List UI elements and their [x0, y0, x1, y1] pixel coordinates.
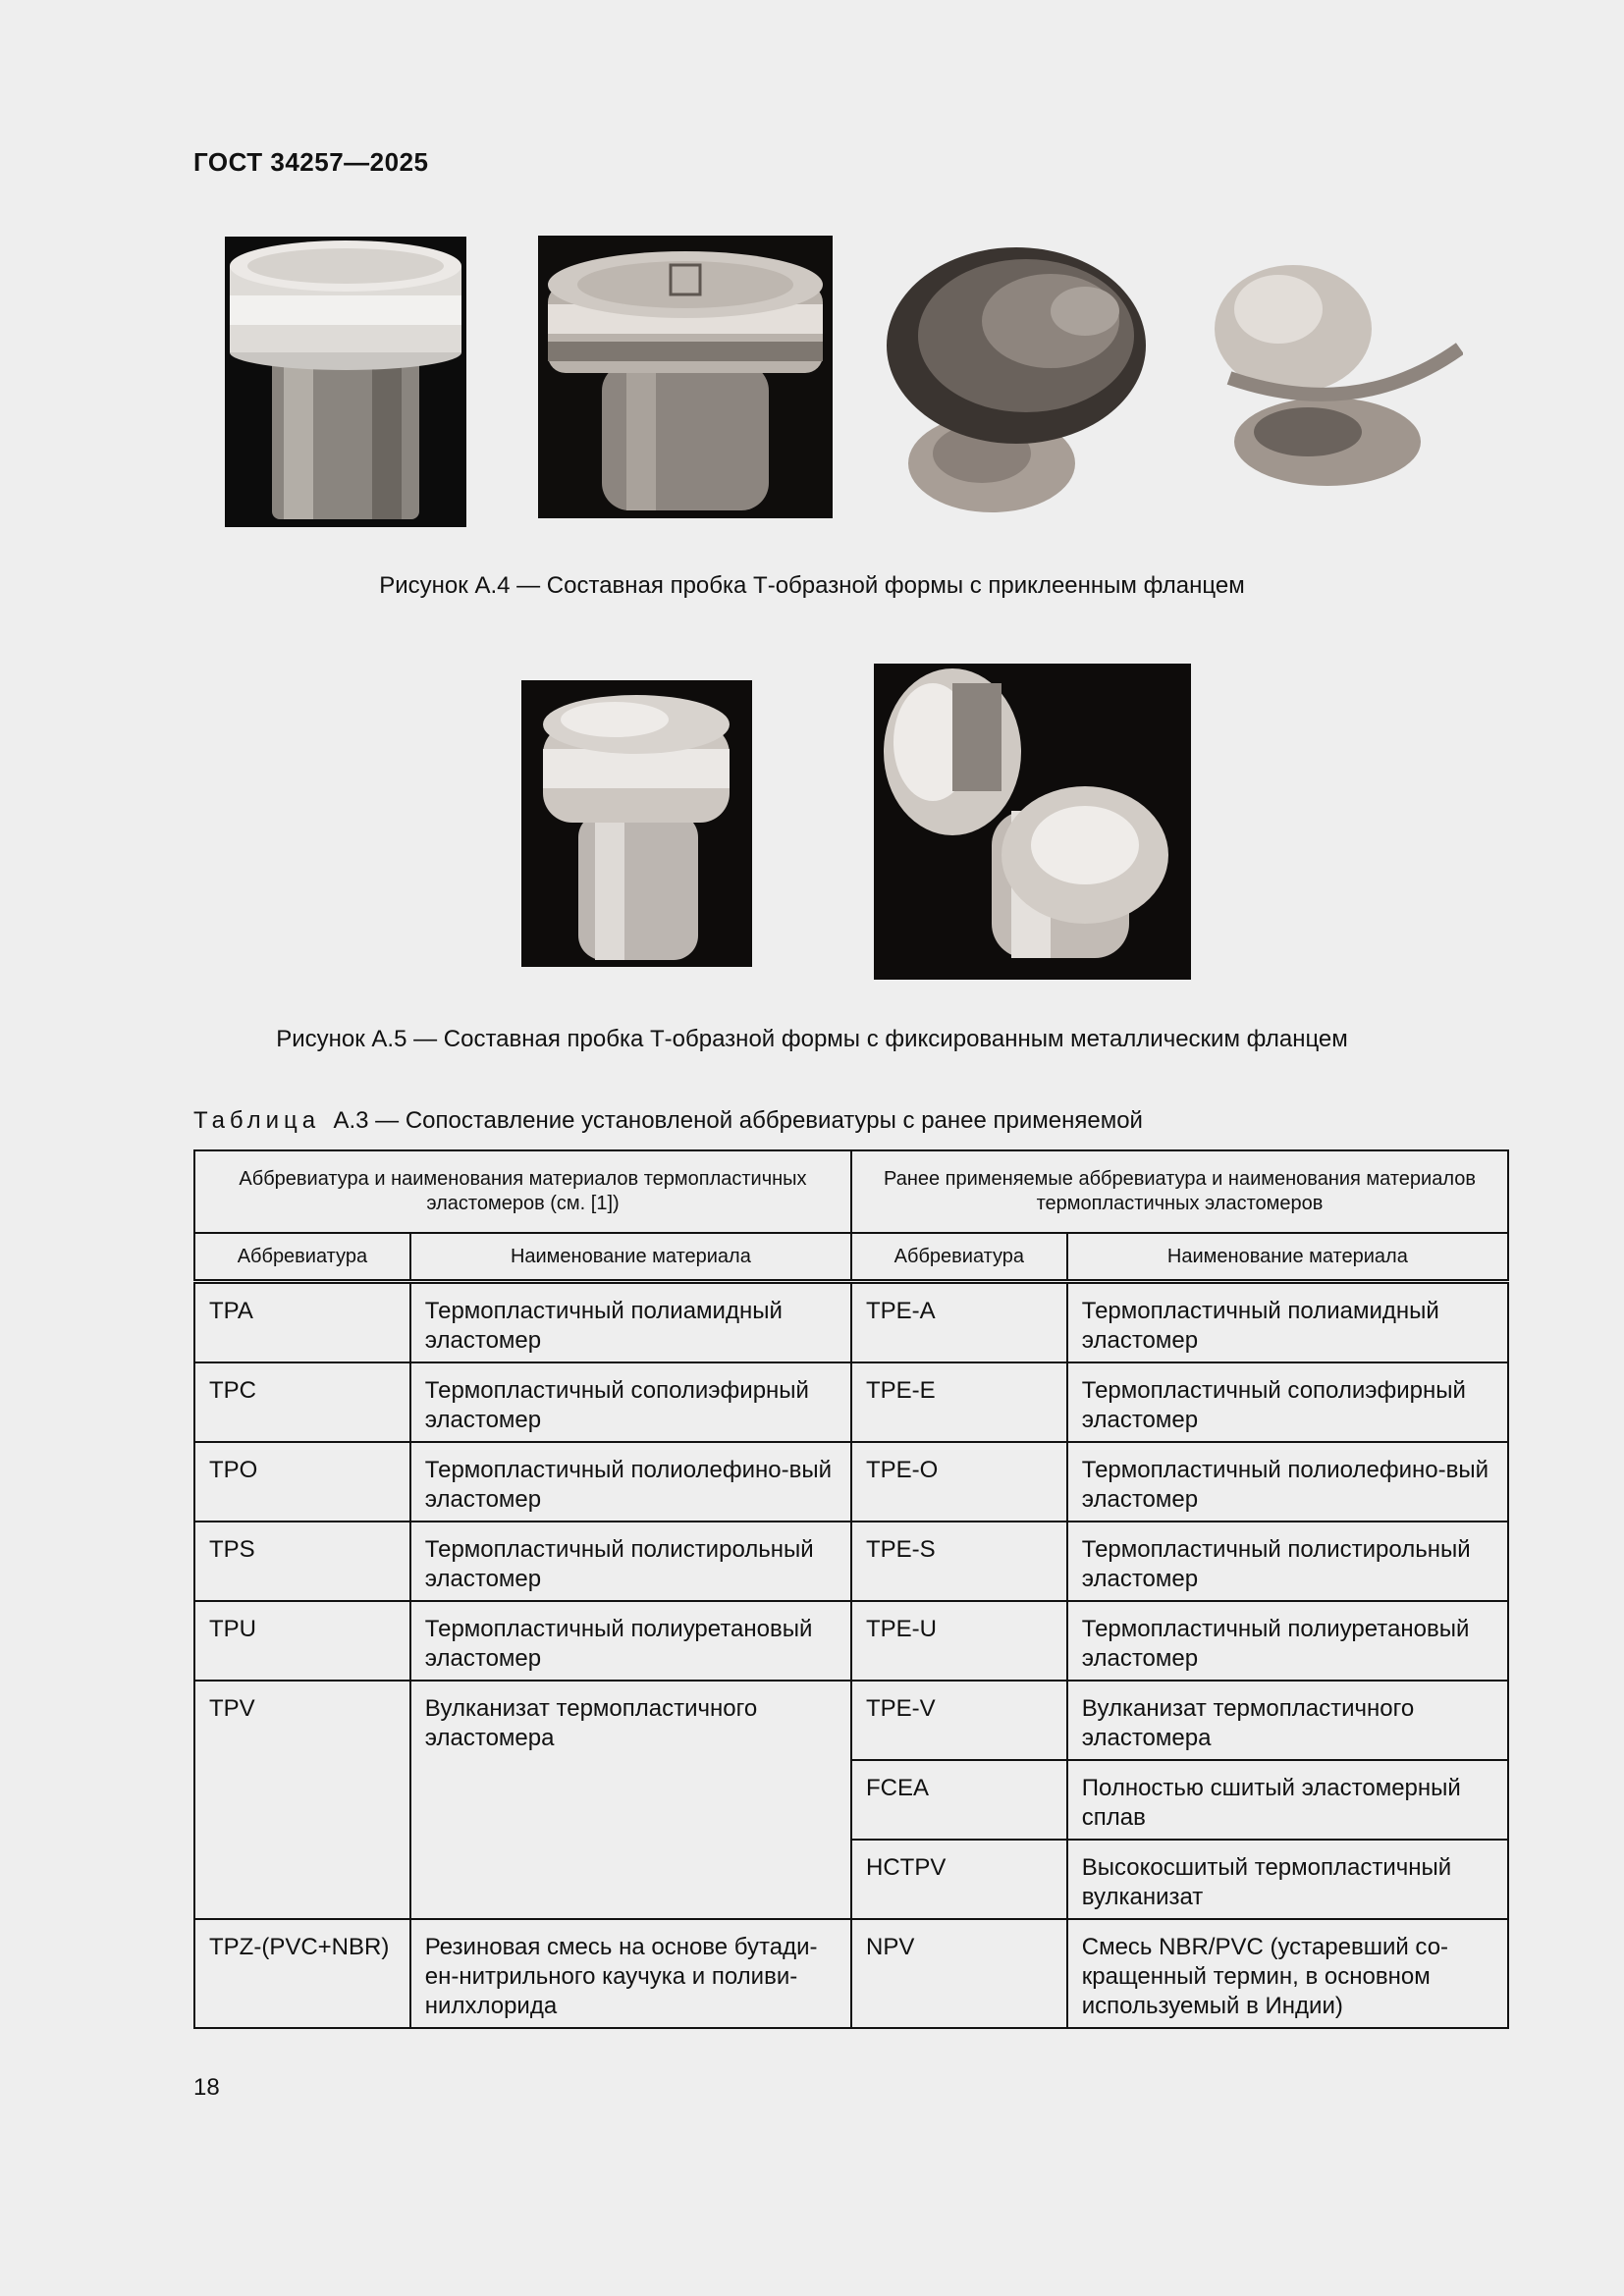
cell-old-name: Термопластичный полиуретановый эластомер	[1067, 1601, 1508, 1681]
table-row	[194, 1522, 1508, 1601]
column-header-name: Наименование материала	[410, 1233, 851, 1282]
table-sub-header-row	[194, 1233, 1508, 1282]
cell-old-name: Термопластичный полистирольный эластомер	[1067, 1522, 1508, 1601]
cell-name: Резиновая смесь на основе бутади-ен-нитрильного каучука и поливи-нилхлорида	[410, 1919, 851, 2028]
cell-old-abbr: TPE-U	[851, 1601, 1067, 1681]
cell-name: Термопластичный полистирольный эластомер	[410, 1522, 851, 1601]
stopper-disassembled-photo	[874, 664, 1191, 980]
cell-abbr: TPV	[194, 1681, 410, 1919]
group-header-current: Аббревиатура и наименования материалов термопластичных эластомеров (см. [1])	[194, 1150, 851, 1233]
table-row	[194, 1681, 1508, 1760]
table-title	[193, 1107, 1143, 1135]
cell-name: Термопластичный полиуретановый эластомер	[410, 1601, 851, 1681]
cell-old-abbr: FCEA	[851, 1760, 1067, 1840]
stopper-metal-flange-photo	[521, 680, 752, 967]
cell-old-name: Термопластичный полиамидный эластомер	[1067, 1282, 1508, 1363]
cell-old-abbr: TPE-S	[851, 1522, 1067, 1601]
cell-abbr: TPS	[194, 1522, 410, 1601]
cell-old-abbr: NPV	[851, 1919, 1067, 2028]
table-row	[194, 1362, 1508, 1442]
table-row	[194, 1282, 1508, 1363]
group-header-previous: Ранее применяемые аббревиатура и наименования материалов термопластичных эластомеров	[851, 1150, 1508, 1233]
figure-caption: Рисунок А.5 — Составная пробка Т-образной формы с фиксированным металлическим фланцем	[276, 1026, 1348, 1052]
table-title-text: А.3 — Сопоставление установленой аббревиатуры с ранее применяемой	[333, 1107, 1143, 1134]
cell-abbr: TPA	[194, 1282, 410, 1363]
table-row	[194, 1919, 1508, 2028]
table-title-label: Таблица	[193, 1107, 321, 1134]
cell-name: Термопластичный сополиэфирный эластомер	[410, 1362, 851, 1442]
table-row	[194, 1601, 1508, 1681]
document-header: ГОСТ 34257—2025	[193, 147, 429, 177]
column-header-abbr: Аббревиатура	[194, 1233, 410, 1282]
cell-old-abbr: TPE-O	[851, 1442, 1067, 1522]
cell-old-abbr: TPE-A	[851, 1282, 1067, 1363]
cell-old-abbr: HCTPV	[851, 1840, 1067, 1919]
figure-caption: Рисунок А.4 — Составная пробка Т-образной формы с приклеенным фланцем	[379, 572, 1245, 599]
cell-abbr: TPC	[194, 1362, 410, 1442]
page-number: 18	[193, 2074, 220, 2101]
stopper-bar-top-photo	[1210, 250, 1463, 499]
cell-name: Вулканизат термопластичного эластомера	[410, 1681, 851, 1919]
column-header-old-abbr: Аббревиатура	[851, 1233, 1067, 1282]
cell-old-abbr: TPE-E	[851, 1362, 1067, 1442]
cell-name: Термопластичный полиолефино-вый эластомер	[410, 1442, 851, 1522]
abbreviation-table	[193, 1149, 1509, 2029]
cell-old-name: Термопластичный полиолефино-вый эластомер	[1067, 1442, 1508, 1522]
table-group-header-row	[194, 1150, 1508, 1233]
column-header-old-name: Наименование материала	[1067, 1233, 1508, 1282]
cell-abbr: TPO	[194, 1442, 410, 1522]
stopper-metal-top-photo	[538, 236, 833, 518]
cell-abbr: TPU	[194, 1601, 410, 1681]
cell-old-abbr: TPE-V	[851, 1681, 1067, 1760]
table-row	[194, 1442, 1508, 1522]
stopper-glass-top-photo	[225, 237, 466, 527]
cell-old-name: Полностью сшитый эластомерный сплав	[1067, 1760, 1508, 1840]
stopper-cork-top-photo	[879, 242, 1149, 517]
cell-name: Термопластичный полиамидный эластомер	[410, 1282, 851, 1363]
cell-abbr: TPZ-(PVC+NBR)	[194, 1919, 410, 2028]
cell-old-name: Высокосшитый термопластичный вулканизат	[1067, 1840, 1508, 1919]
cell-old-name: Смесь NBR/PVC (устаревший со-кращенный термин, в основном используемый в Индии)	[1067, 1919, 1508, 2028]
cell-old-name: Вулканизат термопластичного эластомера	[1067, 1681, 1508, 1760]
cell-old-name: Термопластичный сополиэфирный эластомер	[1067, 1362, 1508, 1442]
